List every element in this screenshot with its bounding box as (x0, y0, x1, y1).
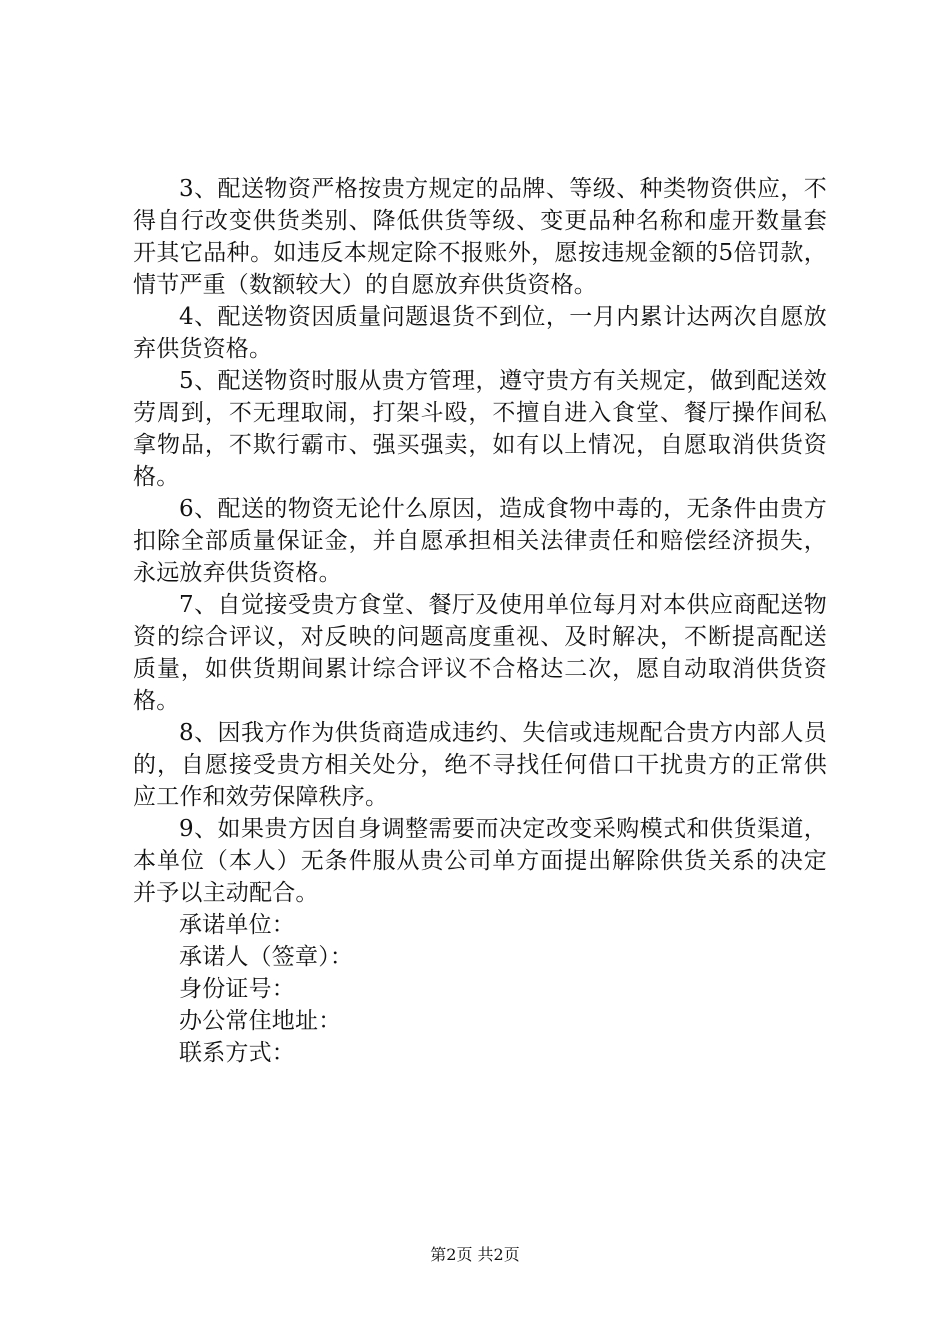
clause-4: 4、配送物资因质量问题退货不到位，一月内累计达两次自愿放弃供货资格。 (133, 304, 827, 362)
clause-3: 3、配送物资严格按贵方规定的品牌、等级、种类物资供应，不得自行改变供货类别、降低供货等级、变更品种名称和虚开数量套开其它品种。如违反本规定除不报账外，愿按违规金额的5倍罚款，情节严重（数额较大）的自愿放弃供货资格。 (133, 176, 827, 298)
clause-8: 8、因我方作为供货商造成违约、失信或违规配合贵方内部人员的，自愿接受贵方相关处分，绝不寻找任何借口干扰贵方的正常供应工作和效劳保障秩序。 (133, 720, 827, 810)
field-id-number: 身份证号： (179, 976, 295, 1002)
clause-7: 7、自觉接受贵方食堂、餐厅及使用单位每月对本供应商配送物资的综合评议，对反映的问题高度重视、及时解决，不断提高配送质量，如供货期间累计综合评议不合格达二次，愿自动取消供货资格。 (133, 592, 827, 714)
field-office-address: 办公常住地址： (179, 1008, 342, 1034)
clause-9: 9、如果贵方因自身调整需要而决定改变采购模式和供货渠道，本单位（本人）无条件服从贵公司单方面提出解除供货关系的决定并予以主动配合。 (133, 816, 827, 906)
clause-6: 6、配送的物资无论什么原因，造成食物中毒的，无条件由贵方扣除全部质量保证金，并自愿承担相关法律责任和赔偿经济损失，永远放弃供货资格。 (133, 496, 827, 586)
field-promise-unit: 承诺单位： (179, 912, 295, 938)
page-number: 第2页 共2页 (430, 1245, 520, 1264)
field-contact: 联系方式： (179, 1040, 295, 1066)
document-body (133, 173, 827, 1069)
clause-5: 5、配送物资时服从贵方管理，遵守贵方有关规定，做到配送效劳周到，不无理取闹，打架斗殴，不擅自进入食堂、餐厅操作间私拿物品，不欺行霸市、强买强卖，如有以上情况，自愿取消供货资格。 (133, 368, 827, 490)
field-promisor-signature: 承诺人（签章）： (179, 944, 354, 970)
